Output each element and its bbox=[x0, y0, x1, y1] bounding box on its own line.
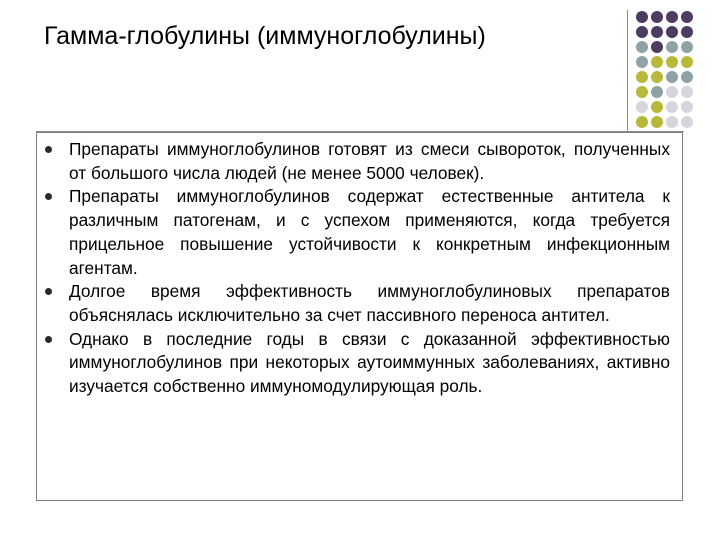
bullet-list bbox=[36, 138, 670, 399]
decorative-dot bbox=[636, 11, 648, 23]
bullet-text: Препараты иммуноглобулинов содержат естественные антитела к различным патогенам, и с успехом применяются, когда требуется прицельное повышение устойчивости к конкретным инфекционным агентам. bbox=[69, 186, 670, 278]
decorative-dot bbox=[666, 26, 678, 38]
decorative-dot bbox=[651, 41, 663, 53]
decorative-dot bbox=[666, 56, 678, 68]
decorative-dot bbox=[681, 101, 693, 113]
decorative-dot bbox=[636, 116, 648, 128]
decorative-dot bbox=[681, 86, 693, 98]
bullet-item bbox=[36, 328, 670, 399]
decorative-dot bbox=[636, 41, 648, 53]
decorative-dot bbox=[636, 26, 648, 38]
bullet-item bbox=[36, 138, 670, 185]
decorative-dot bbox=[681, 56, 693, 68]
decorative-dot bbox=[666, 11, 678, 23]
decorative-dot bbox=[651, 86, 663, 98]
decorative-dot bbox=[666, 101, 678, 113]
slide-title: Гамма-глобулины (иммуноглобулины) bbox=[44, 22, 486, 50]
decorative-dot bbox=[651, 101, 663, 113]
decorative-dot bbox=[636, 86, 648, 98]
bullet-text: Препараты иммуноглобулинов готовят из смеси сывороток, полученных от большого числа людей (не менее 5000 человек). bbox=[69, 139, 670, 183]
decorative-dot bbox=[651, 26, 663, 38]
vertical-divider bbox=[627, 10, 628, 132]
decorative-dot bbox=[666, 41, 678, 53]
decorative-dot bbox=[636, 56, 648, 68]
bullet-text: Долгое время эффективность иммуноглобулиновых препаратов объяснялась исключительно за счет пассивного переноса антител. bbox=[69, 281, 670, 325]
bullet-item bbox=[36, 185, 670, 280]
decorative-dot bbox=[651, 56, 663, 68]
decorative-dot bbox=[681, 71, 693, 83]
decorative-dot bbox=[651, 11, 663, 23]
bullet-icon bbox=[45, 288, 52, 295]
decorative-dot bbox=[681, 41, 693, 53]
decorative-dot bbox=[636, 71, 648, 83]
bullet-icon bbox=[45, 336, 52, 343]
decorative-dot bbox=[681, 26, 693, 38]
bullet-text: Однако в последние годы в связи с доказанной эффективностью иммуноглобулинов при некоторых аутоиммунных заболеваниях, активно изучается собственно иммуномодулирующая роль. bbox=[69, 328, 670, 397]
decorative-dot bbox=[666, 86, 678, 98]
decorative-dot bbox=[636, 101, 648, 113]
bullet-icon bbox=[45, 193, 52, 200]
decorative-dot bbox=[666, 71, 678, 83]
decorative-dot bbox=[681, 11, 693, 23]
decorative-dot bbox=[651, 71, 663, 83]
decorative-dot bbox=[681, 116, 693, 128]
decorative-dot bbox=[651, 116, 663, 128]
decorative-dot bbox=[666, 116, 678, 128]
bullet-icon bbox=[45, 146, 52, 153]
bullet-item bbox=[36, 280, 670, 327]
